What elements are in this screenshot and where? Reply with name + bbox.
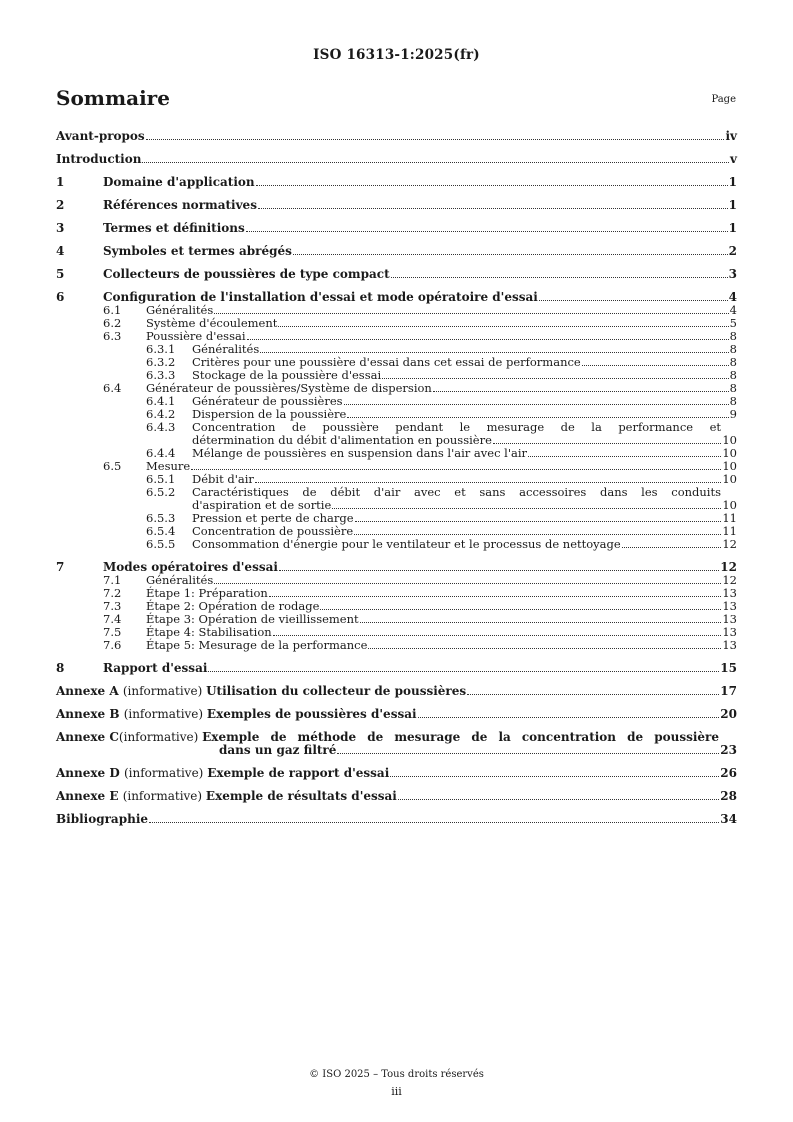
toc-dot-leader bbox=[398, 798, 719, 800]
toc-entry-title: Généralités bbox=[192, 342, 260, 356]
toc-entry-line bbox=[56, 176, 737, 189]
toc-dot-leader bbox=[293, 253, 728, 255]
toc-dot-leader bbox=[256, 184, 728, 186]
toc-entry-number: 6.4.2 bbox=[146, 407, 176, 421]
toc-page-number: 17 bbox=[720, 684, 737, 698]
toc-entry-number: 6.3.2 bbox=[146, 355, 176, 369]
toc-entry[interactable] bbox=[56, 685, 737, 698]
toc-entry-title: Modes opératoires d'essai bbox=[103, 560, 278, 574]
toc-entry-line bbox=[56, 767, 737, 780]
toc-dot-leader bbox=[382, 377, 729, 379]
toc-page-number: 8 bbox=[729, 381, 737, 395]
toc-entry-number: 2 bbox=[56, 198, 65, 212]
toc-entry-number: 7.3 bbox=[103, 599, 122, 613]
toc-entry-title: Exemple de résultats d'essai bbox=[205, 789, 397, 803]
toc-dot-leader bbox=[390, 775, 719, 777]
toc-entry-number: 6.3.1 bbox=[146, 342, 176, 356]
toc-page-number: 8 bbox=[729, 368, 737, 382]
toc-dot-leader bbox=[528, 455, 721, 457]
toc-entry-number: 6.5.1 bbox=[146, 472, 176, 486]
toc-entry[interactable] bbox=[56, 731, 737, 757]
toc-entry[interactable] bbox=[56, 538, 737, 551]
toc-dot-leader bbox=[142, 161, 729, 163]
toc-entry-number: 3 bbox=[56, 221, 65, 235]
toc-entry-title: Débit d'air bbox=[192, 472, 254, 486]
toc-entry[interactable] bbox=[56, 199, 737, 212]
toc-entry[interactable] bbox=[56, 486, 737, 512]
toc-entry-title: Générateur de poussières bbox=[192, 394, 343, 408]
toc-entry-line bbox=[56, 222, 737, 235]
toc-entry-title: Consommation d'énergie pour le ventilateur et le processus de nettoyage bbox=[192, 537, 621, 551]
toc-entry-number: 6.4.3 bbox=[146, 420, 176, 434]
page-number: iii bbox=[391, 1085, 402, 1098]
toc-page-number: 4 bbox=[729, 303, 737, 317]
toc-page-number: v bbox=[730, 152, 737, 166]
toc-entry-number: 6.5 bbox=[103, 459, 122, 473]
toc-entry-number: 7.1 bbox=[103, 573, 122, 587]
toc-entry-number: 7 bbox=[56, 560, 65, 574]
toc-entry-line bbox=[56, 245, 737, 258]
toc-page-number: 8 bbox=[729, 329, 737, 343]
toc-entry-title: Étape 5: Mesurage de la performance bbox=[146, 638, 368, 652]
toc-entry-number: 6.5.2 bbox=[146, 485, 176, 499]
toc-entry-number: 6.5.4 bbox=[146, 524, 176, 538]
toc-entry-line bbox=[56, 268, 737, 281]
toc-dot-leader bbox=[214, 582, 721, 584]
toc-dot-leader bbox=[246, 230, 728, 232]
toc-entry-number: 1 bbox=[56, 175, 65, 189]
toc-page-number: 10 bbox=[722, 472, 737, 486]
toc-dot-leader bbox=[582, 364, 729, 366]
toc-entry-title: Généralités bbox=[146, 573, 214, 587]
toc-page-number: 10 bbox=[722, 459, 737, 473]
toc-dot-leader bbox=[208, 670, 719, 672]
toc-entry[interactable] bbox=[56, 176, 737, 189]
toc-entry-title: Références normatives bbox=[103, 198, 257, 212]
toc-annex-label: Annexe A bbox=[56, 684, 123, 698]
toc-page-number: 12 bbox=[720, 560, 737, 574]
toc-entry[interactable] bbox=[56, 662, 737, 675]
toc-entry-title: Bibliographie bbox=[56, 812, 149, 826]
toc-dot-leader bbox=[273, 634, 722, 636]
toc-entry-number: 5 bbox=[56, 267, 65, 281]
toc-entry-number: 7.5 bbox=[103, 625, 122, 639]
toc-page-number: 9 bbox=[729, 407, 737, 421]
toc-entry-line bbox=[56, 708, 737, 721]
toc-entry-line bbox=[56, 130, 737, 143]
toc-dot-leader bbox=[418, 716, 720, 718]
toc-entry-title: Exemple de rapport d'essai bbox=[207, 766, 390, 780]
toc-page-number: 1 bbox=[728, 175, 737, 189]
toc-entry-line bbox=[56, 685, 737, 698]
toc-page-number: 10 bbox=[722, 498, 737, 512]
toc-page-number: 12 bbox=[722, 573, 737, 587]
toc-page-number: 2 bbox=[728, 244, 737, 258]
toc-entry-number: 6.5.5 bbox=[146, 537, 176, 551]
toc-dot-leader bbox=[354, 533, 721, 535]
toc-page-number: 13 bbox=[722, 599, 737, 613]
toc-entry-line bbox=[56, 538, 737, 551]
toc-entry-number: 8 bbox=[56, 661, 65, 675]
toc-entry-title: Exemples de poussières d'essai bbox=[206, 707, 417, 721]
toc-entry-title: Étape 3: Opération de vieillissement bbox=[146, 612, 359, 626]
toc-page-number: 10 bbox=[722, 446, 737, 460]
toc-entry-title: d'aspiration et de sortie bbox=[192, 498, 332, 512]
toc-dot-leader bbox=[279, 569, 719, 571]
toc-page-number: 10 bbox=[722, 433, 737, 447]
toc-entry-title: Concentration de poussière bbox=[192, 524, 354, 538]
toc-page-number: 12 bbox=[722, 537, 737, 551]
toc-entry-title: dans un gaz filtré bbox=[219, 743, 337, 757]
toc-entry-number: 6 bbox=[56, 290, 65, 304]
toc-entry-title: Symboles et termes abrégés bbox=[103, 244, 292, 258]
toc-entry-number: 6.5.3 bbox=[146, 511, 176, 525]
toc-entry[interactable] bbox=[56, 767, 737, 780]
toc-dot-leader bbox=[337, 752, 719, 754]
toc-entry[interactable] bbox=[56, 268, 737, 281]
toc-page-number: 13 bbox=[722, 586, 737, 600]
toc-page-number: 34 bbox=[720, 812, 737, 826]
toc-entry-number: 6.4 bbox=[103, 381, 122, 395]
toc-annex-label: Annexe C bbox=[56, 730, 119, 744]
toc-dot-leader bbox=[258, 207, 728, 209]
toc-entry-title: détermination du débit d'alimentation en poussière bbox=[192, 433, 492, 447]
toc-dot-leader bbox=[433, 390, 729, 392]
toc-dot-leader bbox=[278, 325, 728, 327]
toc-entry-number: 6.3 bbox=[103, 329, 122, 343]
toc-entry[interactable] bbox=[56, 222, 737, 235]
toc-entry-title: Mélange de poussières en suspension dans l'air avec l'air bbox=[192, 446, 528, 460]
toc-entry[interactable] bbox=[56, 639, 737, 652]
toc-entry-title: Critères pour une poussière d'essai dans cet essai de performance bbox=[192, 355, 581, 369]
toc-entry-title: Étape 2: Opération de rodage bbox=[146, 599, 320, 613]
toc-entry[interactable] bbox=[56, 130, 737, 143]
toc-dot-leader bbox=[149, 821, 719, 823]
toc-page-number: 8 bbox=[729, 355, 737, 369]
toc-entry-number: 6.2 bbox=[103, 316, 122, 330]
toc-entry-line bbox=[56, 662, 737, 675]
toc-annex-informative: (informative) bbox=[122, 684, 207, 698]
toc-entry-title: Utilisation du collecteur de poussières bbox=[206, 684, 467, 698]
toc-entry[interactable] bbox=[56, 153, 737, 166]
toc-entry-number: 7.2 bbox=[103, 586, 122, 600]
toc-entry-title: Poussière d'essai bbox=[146, 329, 246, 343]
toc-entry-title: Générateur de poussières/Système de dispersion bbox=[146, 381, 432, 395]
toc-dot-leader bbox=[355, 520, 722, 522]
toc-entry-number: 6.4.4 bbox=[146, 446, 176, 460]
toc-entry-number: 6.4.1 bbox=[146, 394, 176, 408]
toc-dot-leader bbox=[360, 621, 722, 623]
toc-dot-leader bbox=[391, 276, 728, 278]
toc-dot-leader bbox=[539, 299, 728, 301]
page-column-label: Page bbox=[711, 94, 736, 105]
toc-entry-line bbox=[56, 790, 737, 803]
toc-page-number: 11 bbox=[722, 524, 737, 538]
toc-page-number: 13 bbox=[722, 638, 737, 652]
toc-entry[interactable] bbox=[56, 421, 737, 447]
toc-dot-leader bbox=[320, 608, 721, 610]
toc-entry-title: Dispersion de la poussière bbox=[192, 407, 347, 421]
toc-page-number: 26 bbox=[720, 766, 737, 780]
toc-entry-title: Stockage de la poussière d'essai bbox=[192, 368, 382, 382]
toc-dot-leader bbox=[347, 416, 728, 418]
toc-dot-leader bbox=[214, 312, 728, 314]
toc-dot-leader bbox=[332, 507, 721, 509]
toc-entry-line bbox=[56, 199, 737, 212]
toc-page-number: 13 bbox=[722, 612, 737, 626]
toc-dot-leader bbox=[344, 403, 729, 405]
toc-entry-title: Collecteurs de poussières de type compact bbox=[103, 267, 390, 281]
toc-page-number: 1 bbox=[728, 198, 737, 212]
copyright-footer: © ISO 2025 – Tous droits réservés bbox=[309, 1069, 484, 1080]
toc-dot-leader bbox=[622, 546, 722, 548]
toc-dot-leader bbox=[269, 595, 722, 597]
toc-page-number: 8 bbox=[729, 342, 737, 356]
toc-page-number: iv bbox=[725, 129, 737, 143]
toc-entry-number: 6.3.3 bbox=[146, 368, 176, 382]
toc-entry-title: Pression et perte de charge bbox=[192, 511, 354, 525]
toc-annex-informative: (informative) bbox=[122, 789, 206, 803]
toc-entry-line bbox=[56, 744, 737, 757]
toc-dot-leader bbox=[368, 647, 721, 649]
document-header: ISO 16313-1:2025(fr) bbox=[313, 47, 480, 63]
toc-page-number: 20 bbox=[720, 707, 737, 721]
toc-annex-label: Annexe D bbox=[56, 766, 124, 780]
toc-entry-title: Généralités bbox=[146, 303, 214, 317]
toc-entry-line bbox=[56, 813, 737, 826]
toc-entry-title: Introduction bbox=[56, 152, 142, 166]
toc-entry-title: Système d'écoulement bbox=[146, 316, 278, 330]
toc-page-number: 13 bbox=[722, 625, 737, 639]
toc-dot-leader bbox=[493, 442, 721, 444]
toc-entry[interactable] bbox=[56, 708, 737, 721]
toc-annex-informative: (informative) bbox=[123, 707, 207, 721]
toc-page-number: 5 bbox=[729, 316, 737, 330]
toc-page-number: 3 bbox=[728, 267, 737, 281]
toc-entry-number: 6.1 bbox=[103, 303, 122, 317]
toc-entry-number: 7.4 bbox=[103, 612, 122, 626]
toc-dot-leader bbox=[191, 468, 721, 470]
toc-annex-informative: (informative) bbox=[123, 766, 208, 780]
table-of-contents bbox=[56, 130, 737, 826]
toc-entry-title: Caractéristiques de débit d'air avec et sans accessoires dans les conduits bbox=[192, 485, 721, 499]
toc-entry-line bbox=[56, 639, 737, 652]
toc-dot-leader bbox=[146, 138, 725, 140]
toc-entry-title: Concentration de poussière pendant le mesurage de la performance et bbox=[192, 420, 721, 434]
toc-entry-title: Étape 4: Stabilisation bbox=[146, 625, 272, 639]
toc-page-number: 8 bbox=[729, 394, 737, 408]
toc-dot-leader bbox=[260, 351, 728, 353]
toc-entry[interactable] bbox=[56, 790, 737, 803]
toc-annex-informative: (informative) bbox=[118, 730, 203, 744]
toc-entry-line bbox=[56, 153, 737, 166]
toc-entry-number: 7.6 bbox=[103, 638, 122, 652]
toc-entry-title: Étape 1: Préparation bbox=[146, 586, 268, 600]
toc-dot-leader bbox=[467, 693, 719, 695]
toc-dot-leader bbox=[247, 338, 729, 340]
toc-page-number: 15 bbox=[720, 661, 737, 675]
toc-entry[interactable] bbox=[56, 245, 737, 258]
toc-page-number: 4 bbox=[728, 290, 737, 304]
toc-annex-label: Annexe E bbox=[56, 789, 123, 803]
toc-entry-title: Termes et définitions bbox=[103, 221, 245, 235]
toc-entry-title: Rapport d'essai bbox=[103, 661, 208, 675]
toc-entry-title: Avant-propos bbox=[56, 129, 145, 143]
toc-page-number: 28 bbox=[720, 789, 737, 803]
toc-page-number: 23 bbox=[720, 743, 737, 757]
toc-entry[interactable] bbox=[56, 813, 737, 826]
toc-page-number: 1 bbox=[728, 221, 737, 235]
page-title: Sommaire bbox=[56, 86, 170, 110]
toc-annex-label: Annexe B bbox=[56, 707, 124, 721]
toc-entry-number: 4 bbox=[56, 244, 65, 258]
toc-entry-title: Mesure bbox=[146, 459, 191, 473]
toc-dot-leader bbox=[255, 481, 721, 483]
toc-entry-title: Configuration de l'installation d'essai et mode opératoire d'essai bbox=[103, 290, 538, 304]
toc-entry-title: Domaine d'application bbox=[103, 175, 255, 189]
toc-entry-title: Exemple de méthode de mesurage de la concentration de poussière bbox=[202, 730, 719, 744]
toc-page-number: 11 bbox=[722, 511, 737, 525]
